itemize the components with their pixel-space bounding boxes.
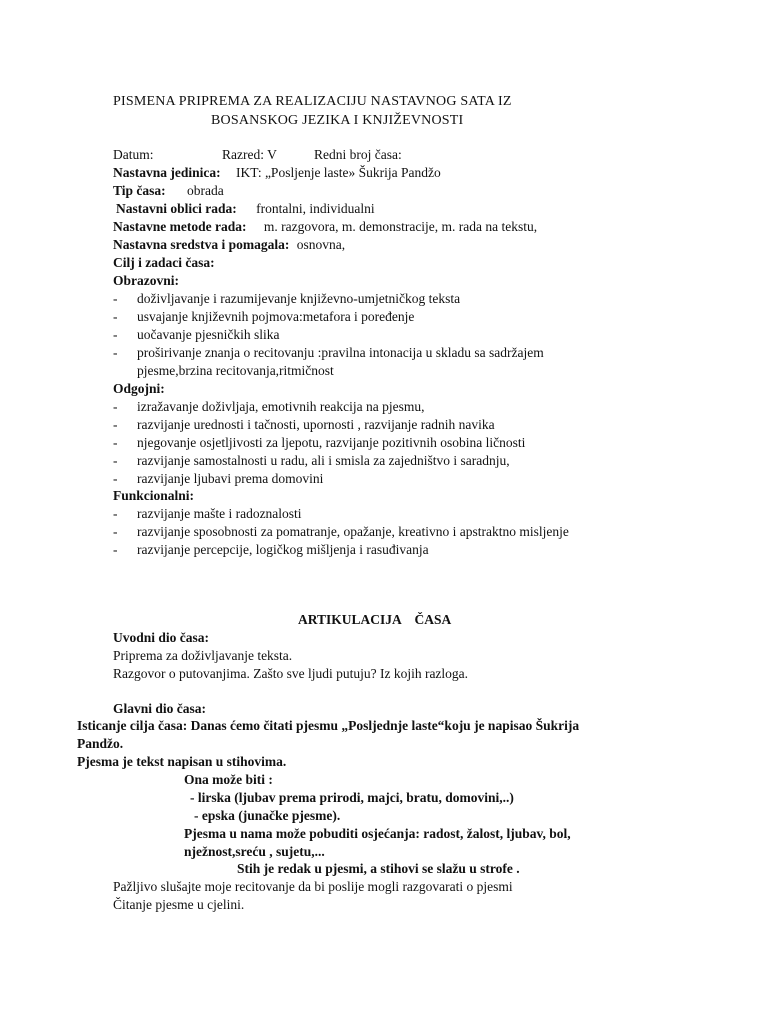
bullet-dash: - (113, 309, 118, 324)
lirska-line: - lirska (ljubav prema prirodi, majci, bratu, domovini,..) (190, 790, 514, 805)
obrazovni-item: proširivanje znanja o recitovanju :pravilna intonacija u skladu sa sadržajem (137, 345, 544, 360)
sredstva-label: Nastavna sredstva i pomagala: (113, 237, 290, 252)
sredstva-value: osnovna, (296, 237, 346, 252)
odgojni-item: razvijanje samostalnosti u radu, ali i smisla za zajedništvo i saradnju, (137, 453, 510, 468)
title-line-2: BOSANSKOG JEZIKA I KNJIŽEVNOSTI (211, 113, 464, 128)
funkcionalni-heading: Funkcionalni: (113, 488, 195, 503)
bullet-dash: - (113, 542, 118, 557)
metode-rada-row (113, 218, 537, 236)
citanje-line: Čitanje pjesme u cjelini. (113, 897, 245, 912)
bullet-dash: - (113, 345, 118, 360)
artikulacija-heading: ARTIKULACIJA ČASA (298, 612, 452, 627)
obrazovni-heading: Obrazovni: (113, 273, 179, 288)
oblici-rada-value: frontalni, individualni (256, 201, 375, 216)
uvodni-dio-heading: Uvodni dio časa: (113, 630, 210, 645)
datum-label: Datum: (113, 147, 154, 162)
cilj-zadaci-heading: Cilj i zadaci časa: (113, 255, 215, 270)
bullet-dash: - (113, 506, 118, 521)
funkcionalni-item: razvijanje percepcije, logičkog mišljenja i rasuđivanja (137, 542, 429, 557)
isticanje-cilja-line-2: Pandžo. (77, 736, 124, 751)
bullet-dash: - (113, 524, 118, 539)
uvodni-line-2: Razgovor o putovanjima. Zašto sve ljudi putuju? Iz kojih razloga. (113, 666, 469, 681)
glavni-dio-heading: Glavni dio časa: (113, 701, 207, 716)
obrazovni-item-continuation: pjesme,brzina recitovanja,ritmičnost (137, 363, 334, 378)
bullet-dash: - (113, 453, 118, 468)
osjecanja-line-2: nježnost,sreću , sujetu,... (184, 844, 325, 859)
nastavna-jedinica-row (113, 164, 441, 182)
bullet-dash: - (113, 471, 118, 486)
bullet-dash: - (113, 291, 118, 306)
obrazovni-item: doživljavanje i razumijevanje književno-umjetničkog teksta (137, 291, 461, 306)
odgojni-item: razvijanje ljubavi prema domovini (137, 471, 324, 486)
obrazovni-item: uočavanje pjesničkih slika (137, 327, 280, 342)
pazljivo-line: Pažljivo slušajte moje recitovanje da bi poslije mogli razgovarati o pjesmi (113, 879, 513, 894)
odgojni-item: njegovanje osjetljivosti za ljepotu, razvijanje pozitivnih osobina ličnosti (137, 435, 526, 450)
odgojni-item: izražavanje doživljaja, emotivnih reakcija na pjesmu, (137, 399, 425, 414)
bullet-dash: - (113, 435, 118, 450)
bullet-dash: - (113, 417, 118, 432)
funkcionalni-item: razvijanje mašte i radoznalosti (137, 506, 302, 521)
isticanje-cilja-line-1: Isticanje cilja časa: Danas ćemo čitati pjesmu „Posljednje laste“koju je napisao Šukrija (77, 718, 580, 733)
redni-broj-field: Redni broj časa: (314, 147, 402, 162)
tip-casa-row (113, 182, 224, 200)
nastavna-jedinica-label: Nastavna jedinica: (113, 165, 221, 180)
ona-moze-biti: Ona može biti : (184, 772, 273, 787)
sredstva-row (113, 236, 345, 254)
nastavna-jedinica-value: IKT: „Posljenje laste» Šukrija Pandžo (236, 165, 441, 180)
stih-definicija: Stih je redak u pjesmi, a stihovi se slažu u strofe . (237, 861, 520, 876)
epska-line: - epska (junačke pjesme). (194, 808, 341, 823)
odgojni-item: razvijanje urednosti i tačnosti, upornosti , razvijanje radnih navika (137, 417, 495, 432)
tip-casa-label: Tip časa: (113, 183, 166, 198)
obrazovni-item: usvajanje književnih pojmova:metafora i poređenje (137, 309, 415, 324)
osjecanja-line-1: Pjesma u nama može pobuditi osjećanja: radost, žalost, ljubav, bol, (184, 826, 571, 841)
uvodni-line-1: Priprema za doživljavanje teksta. (113, 648, 293, 663)
oblici-rada-label: Nastavni oblici rada: (116, 201, 237, 216)
oblici-rada-row (116, 200, 375, 218)
metode-rada-label: Nastavne metode rada: (113, 219, 247, 234)
metode-rada-value: m. razgovora, m. demonstracije, m. rada na tekstu, (263, 219, 538, 234)
title-line-1: PISMENA PRIPREMA ZA REALIZACIJU NASTAVNOG SATA IZ (113, 94, 512, 109)
bullet-dash: - (113, 399, 118, 414)
bullet-dash: - (113, 327, 118, 342)
razred-field: Razred: V (222, 147, 277, 162)
funkcionalni-item: razvijanje sposobnosti za pomatranje, opažanje, kreativno i apstraktno misljenje (137, 524, 569, 539)
pjesma-tekst-line: Pjesma je tekst napisan u stihovima. (77, 754, 287, 769)
odgojni-heading: Odgojni: (113, 381, 165, 396)
tip-casa-value: obrada (187, 183, 224, 198)
